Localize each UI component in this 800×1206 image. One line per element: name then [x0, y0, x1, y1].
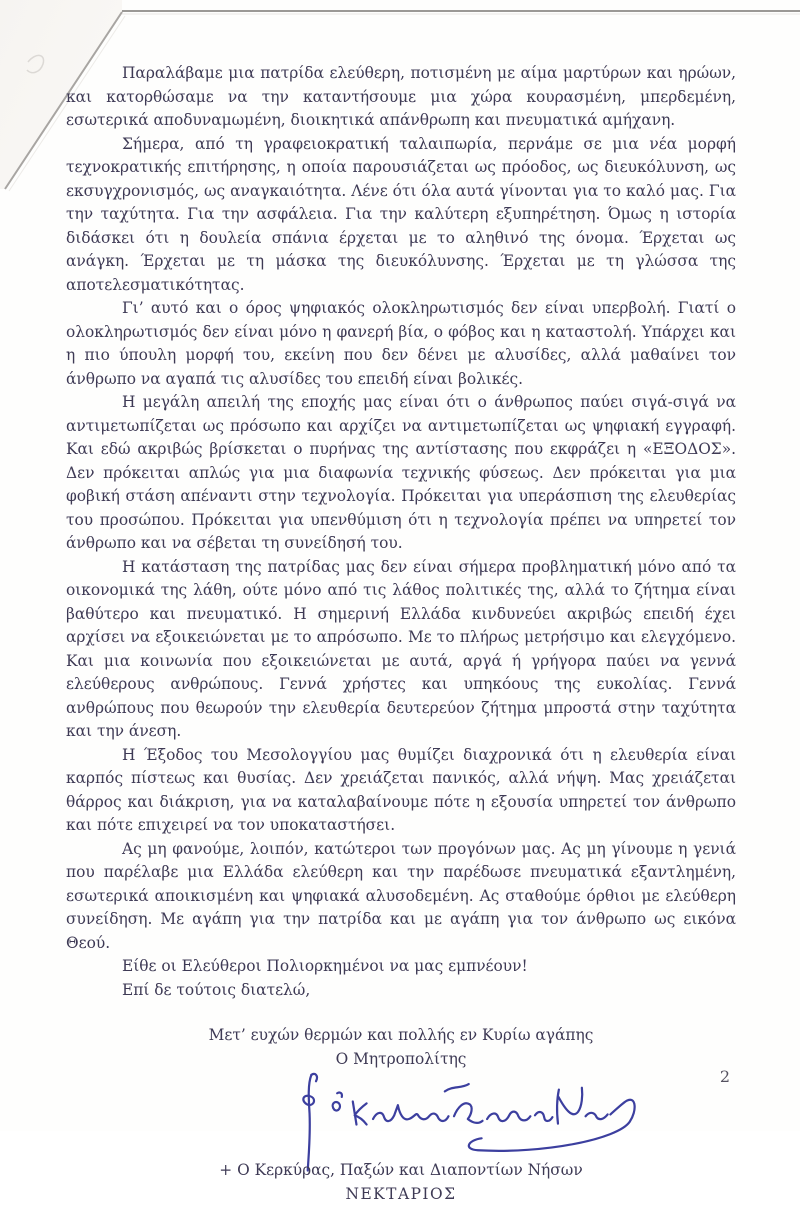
paragraph-3: Γι’ αυτό και ο όρος ψηφιακός ολοκληρωτισμός δεν είναι υπερβολή. Γιατί ο ολοκληρωτισμός δεν είναι μόνο η φανερή βία, ο φόβος και η καταστολή. Υπάρχει και η πιο ύπουλη μορφή του, εκείνη που δεν δένει με αλυσίδες, αλλά μαθαίνει τον άνθρωπο να αγαπά τις αλυσίδες του επειδή είναι βολικές.	[66, 297, 736, 391]
paragraph-1: Παραλάβαμε μια πατρίδα ελεύθερη, ποτισμένη με αίμα μαρτύρων και ηρώων, και κατορθώσαμε να την καταντήσουμε μια χώρα κουρασμένη, μπερδεμένη, εσωτερικά αποδυναμωμένη, διοικητικά απάνθρωπη και πνευματικά αμήχανη.	[66, 62, 736, 133]
handwritten-signature	[283, 1073, 648, 1165]
valediction-role: Ο Μητροπολίτης	[66, 1048, 736, 1072]
valediction-line: Μετ’ ευχών θερμών και πολλής εν Κυρίω αγάπης	[66, 1024, 736, 1048]
paragraph-8: Είθε οι Ελεύθεροι Πολιορκημένοι να μας εμπνέουν!	[66, 955, 736, 979]
paragraph-9: Επί δε τούτοις διατελώ,	[66, 979, 736, 1003]
signer-name: ΝΕΚΤΑΡΙΟΣ	[66, 1183, 736, 1206]
paragraph-4: Η μεγάλη απειλή της εποχής μας είναι ότι ο άνθρωπος παύει σιγά-σιγά να αντιμετωπίζεται ως πρόσωπο και αρχίζει να αντιμετωπίζεται ως ψηφιακή εγγραφή. Και εδώ ακριβώς βρίσκεται ο πυρήνας της αντίστασης που εκφράζει η «ΕΞΟΔΟΣ». Δεν πρόκειται απλώς για μια διαφωνία τεχνικής φύσεως. Δεν πρόκειται για μια φοβική στάση απέναντι στην τεχνολογία. Πρόκειται για υπεράσπιση της ελευθερίας του προσώπου. Πρόκειται για υπενθύμιση ότι η τεχνολογία πρέπει να υπηρετεί τον άνθρωπο και να σέβεται τη συνείδησή του.	[66, 391, 736, 556]
paragraph-5: Η κατάσταση της πατρίδας μας δεν είναι σήμερα προβληματική μόνο από τα οικονομικά της λάθη, ούτε μόνο από τις λάθος πολιτικές της, αλλά το ζήτημα είναι βαθύτερο και πνευματικό. Η σημερινή Ελλάδα κινδυνεύει ακριβώς επειδή έχει αρχίσει να εξοικειώνεται με το απρόσωπο. Με το πλήρως μετρήσιμο και ελεγχόμενο. Και μια κοινωνία που εξοικειώνεται με αυτά, αργά ή γρήγορα παύει να γεννά ελεύθερους ανθρώπους. Γεννά χρήστες και υπηκόους της ευκολίας. Γεννά ανθρώπους που θεωρούν την ελευθερία δευτερεύον ζήτημα μπροστά στην ταχύτητα και την άνεση.	[66, 556, 736, 744]
signer-title: + Ο Κερκύρας, Παξών και Διαποντίων Νήσων	[66, 1159, 736, 1183]
page-number: 2	[720, 1067, 730, 1086]
closing-block	[66, 1024, 736, 1206]
letter-body	[66, 62, 736, 1206]
paragraph-6: Η Έξοδος του Μεσολογγίου μας θυμίζει διαχρονικά ότι η ελευθερία είναι καρπός πίστεως και θυσίας. Δεν χρειάζεται πανικός, αλλά νήψη. Μας χρειάζεται θάρρος και διάκριση, για να καταλαβαίνουμε πότε η εξουσία υπηρετεί τον άνθρωπο και πότε επιχειρεί να τον υποκαταστήσει.	[66, 744, 736, 838]
paragraph-7: Ας μη φανούμε, λοιπόν, κατώτεροι των προγόνων μας. Ας μη γίνουμε η γενιά που παρέλαβε μια Ελλάδα ελεύθερη και την παρέδωσε πνευματικά εξαντλημένη, εσωτερικά αποικισμένη και ψηφιακά αλυσοδεμένη. Ας σταθούμε όρθιοι με ελεύθερη συνείδηση. Με αγάπη για την πατρίδα και με αγάπη για τον άνθρωπο ως εικόνα Θεού.	[66, 838, 736, 956]
signature-area	[66, 1073, 736, 1159]
paragraph-2: Σήμερα, από τη γραφειοκρατική ταλαιπωρία, περνάμε σε μια νέα μορφή τεχνοκρατικής επιτήρησης, η οποία παρουσιάζεται ως πρόοδος, ως διευκόλυνση, ως εκσυγχρονισμός, ως αναγκαιότητα. Λένε ότι όλα αυτά γίνονται για το καλό μας. Για την ταχύτητα. Για την ασφάλεια. Για την καλύτερη εξυπηρέτηση. Όμως η ιστορία διδάσκει ότι η δουλεία σπάνια έρχεται με το αληθινό της όνομα. Έρχεται ως ανάγκη. Έρχεται με τη μάσκα της διευκόλυνσης. Έρχεται με τη γλώσσα της αποτελεσματικότητας.	[66, 133, 736, 298]
